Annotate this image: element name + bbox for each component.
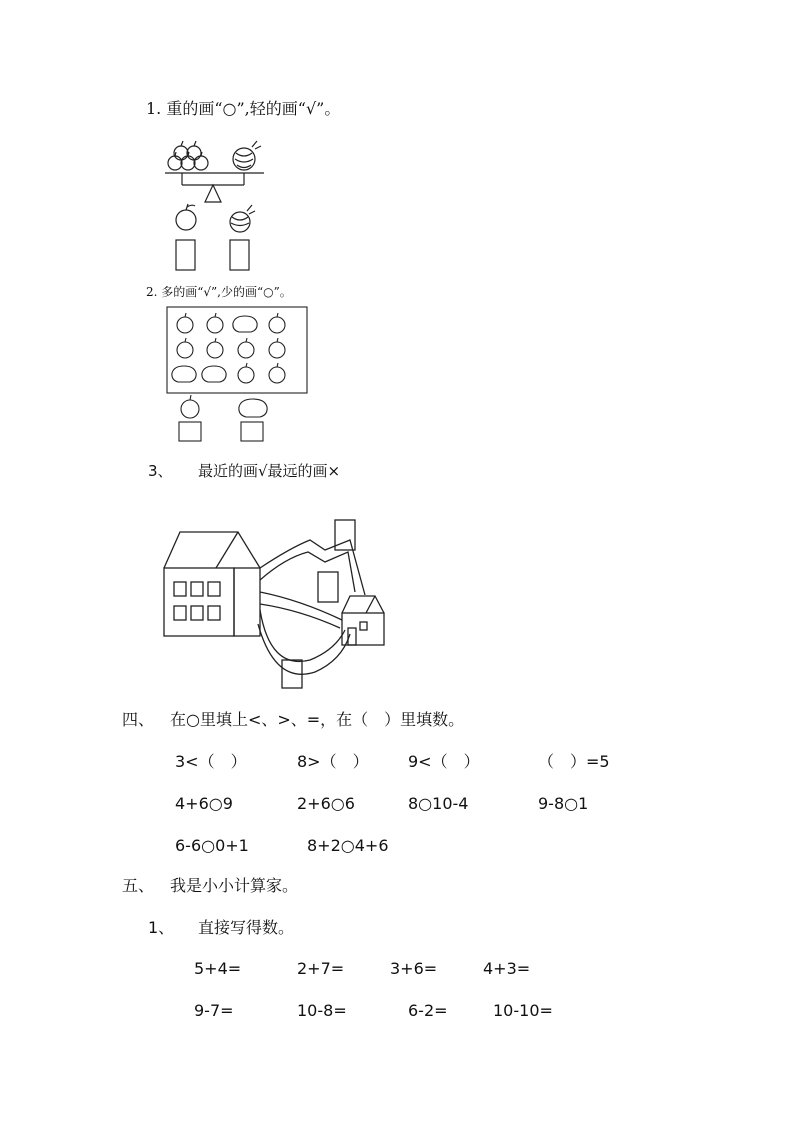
calc-item: 10-10= (493, 1001, 553, 1020)
big-house-icon (164, 532, 260, 636)
answer-box (241, 422, 263, 441)
answer-box (230, 240, 249, 270)
calc-item: 3+6= (390, 959, 438, 978)
section-5-number: 五、 (122, 876, 155, 895)
calc-item: 6-2= (408, 1001, 448, 1020)
calc-item: 2+7= (297, 959, 345, 978)
compare-item: （ ）=5 (538, 752, 610, 771)
compare-item: 3<（ ） (175, 752, 247, 771)
section-5-sub1-number: 1、 (148, 918, 175, 937)
fruit-grid (172, 313, 285, 383)
small-house-icon (342, 596, 384, 645)
question-3-title: 最近的画√最远的画× (198, 462, 341, 480)
question-2-title: 2. 多的画“√”,少的画“○”。 (146, 285, 292, 299)
question-3-number: 3、 (148, 462, 173, 480)
watermelon-icon (233, 141, 261, 170)
calc-item: 4+3= (483, 959, 531, 978)
question-1-title: 1. 重的画“○”,轻的画“√”。 (146, 99, 341, 118)
calc-item: 9-7= (194, 1001, 234, 1020)
compare-item: 8○10-4 (408, 794, 469, 813)
houses-paths-illustration (150, 510, 410, 695)
apple-group-icon (168, 141, 208, 170)
compare-item: 8>（ ） (297, 752, 369, 771)
section-5-title: 我是小小计算家。 (170, 876, 299, 895)
balance-scale-illustration (160, 125, 270, 280)
peach-icon (239, 399, 267, 417)
fruit-frame (167, 307, 307, 393)
calc-item: 5+4= (194, 959, 242, 978)
compare-item: 6-6○0+1 (175, 836, 249, 855)
compare-item: 4+6○9 (175, 794, 233, 813)
path-bottom (260, 610, 345, 661)
watermelon-icon (230, 205, 255, 232)
section-4-number: 四、 (122, 710, 155, 729)
section-5-sub1-title: 直接写得数。 (198, 918, 295, 937)
apple-icon (181, 395, 199, 418)
compare-item: 9<（ ） (408, 752, 480, 771)
section-4-title: 在○里填上<、>、=，在（ ）里填数。 (170, 710, 465, 729)
answer-box (318, 572, 338, 602)
compare-item: 8+2○4+6 (307, 836, 389, 855)
apple-icon (176, 204, 196, 230)
answer-box (179, 422, 201, 441)
compare-item: 2+6○6 (297, 794, 355, 813)
calc-item: 10-8= (297, 1001, 347, 1020)
compare-item: 9-8○1 (538, 794, 589, 813)
answer-box (176, 240, 195, 270)
fruit-count-illustration (165, 305, 310, 445)
